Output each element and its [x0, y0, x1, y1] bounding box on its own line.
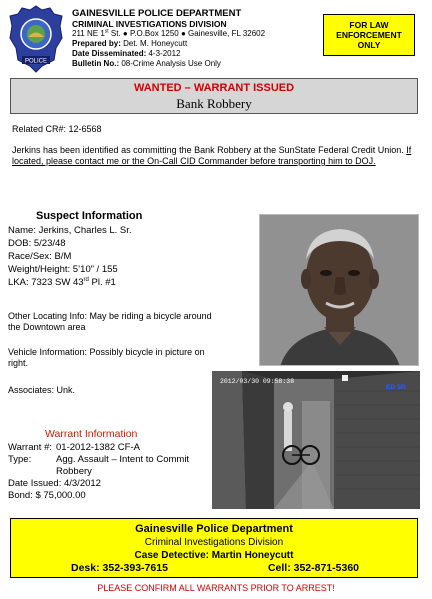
footer-phones — [11, 562, 417, 575]
warrant-bond: Bond: $ 75,000.00 — [8, 490, 86, 501]
warrant-date-issued: Date Issued: 4/3/2012 — [8, 478, 101, 489]
cell-phone: Cell: 352-871-5360 — [267, 562, 359, 574]
footer-division: Criminal Investigations Division — [144, 537, 284, 548]
address-line: 211 NE 1st St. ● P.O.Box 1250 ● Gainesville, FL 32602 — [72, 28, 266, 38]
suspect-details — [8, 224, 208, 289]
suspect-race-sex: Race/Sex: B/M — [8, 251, 72, 262]
summary-instruction: If located, please contact me or the On-Call CID Commander before transporting him to DOJ. — [12, 145, 412, 166]
warrant-details — [8, 442, 208, 502]
footer-department: Gainesville Police Department — [135, 523, 293, 535]
cctv-timestamp: 2012/03/30 09:58:38 — [220, 378, 295, 385]
svg-text:POLICE: POLICE — [24, 58, 48, 65]
confirm-warning: PLEASE CONFIRM ALL WARRANTS PRIOR TO ARREST! — [97, 583, 335, 593]
suspect-mugshot — [259, 214, 419, 366]
wanted-banner — [10, 78, 418, 114]
desk-phone: Desk: 352-393-7615 — [71, 562, 168, 574]
vehicle-info: Vehicle Information: Possibly bicycle in picture on right. — [8, 347, 205, 368]
suspect-info-heading: Suspect Information — [36, 210, 143, 222]
related-case-number: Related CR#: 12-6568 — [12, 124, 102, 134]
police-badge-logo — [8, 4, 64, 74]
prepared-by: Prepared by: Det. M. Honeycutt — [72, 39, 188, 48]
warrant-type-row: Type: Agg. Assault – Intent to Commit Robbery — [8, 454, 190, 477]
cctv-corner-label: ED SR — [386, 384, 406, 391]
warrant-info-heading: Warrant Information — [45, 428, 138, 440]
wanted-title: WANTED – WARRANT ISSUED — [133, 82, 295, 94]
suspect-lka: LKA: 7323 SW 43rd Pl. #1 — [8, 276, 116, 288]
associates-info: Associates: Unk. — [8, 385, 76, 395]
bulletin-number: Bulletin No.: 08-Crime Analysis Use Only — [72, 59, 221, 68]
crime-title: Bank Robbery — [176, 96, 252, 111]
suspect-name: Name: Jerkins, Charles L. Sr. — [8, 225, 132, 236]
suspect-weight-height: Weight/Height: 5’10” / 155 — [8, 264, 118, 275]
footer-detective: Case Detective: Martin Honeycutt — [134, 550, 294, 561]
summary-paragraph — [12, 145, 422, 167]
division-name: CRIMINAL INVESTIGATIONS DIVISION — [72, 19, 227, 29]
warrant-number-row: Warrant #: 01-2012-1382 CF-A — [8, 442, 140, 453]
locating-info: Other Locating Info: May be riding a bicycle around the Downtown area — [8, 311, 212, 332]
department-name: GAINESVILLE POLICE DEPARTMENT — [72, 8, 242, 19]
law-enforcement-notice: FOR LAW ENFORCEMENT ONLY — [323, 14, 415, 56]
suspect-dob: DOB: 5/23/48 — [8, 238, 66, 249]
summary-text: Jerkins has been identified as committing the Bank Robbery at the SunState Federal Credit Union. — [12, 145, 404, 155]
contact-footer — [10, 518, 418, 578]
cctv-surveillance-image — [212, 371, 420, 509]
date-disseminated: Date Disseminated: 4-3-2012 — [72, 49, 181, 58]
header-block — [72, 8, 312, 69]
